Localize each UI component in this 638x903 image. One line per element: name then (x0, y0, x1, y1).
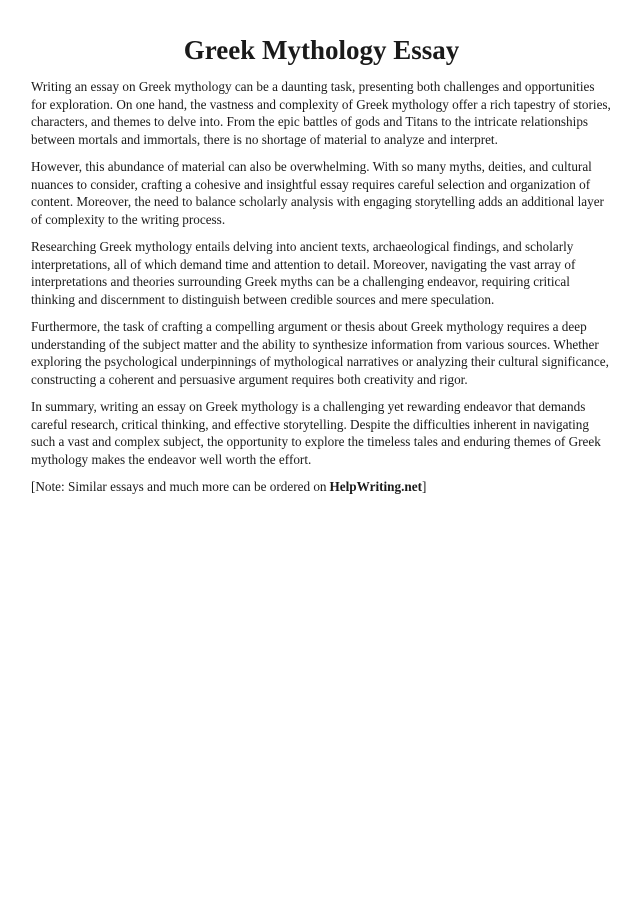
helpwriting-link[interactable]: HelpWriting.net (329, 479, 422, 494)
paragraph-research: Researching Greek mythology entails delving into ancient texts, archaeological findings, and scholarly interpretations, all of which demand time and attention to detail. Moreover, navigating the vast array of interpretations and theories surrounding Greek myths can be a challenging endeavor, requiring critical thinking and discernment to distinguish between credible sources and mere speculation. (31, 239, 576, 307)
note-prefix: [Note: Similar essays and much more can be ordered on (31, 479, 327, 494)
paragraph-summary: In summary, writing an essay on Greek mythology is a challenging yet rewarding endeavor that demands careful research, critical thinking, and effective storytelling. Despite the difficulties inherent in navigating such a vast and complex subject, the opportunity to explore the timeless tales and enduring themes of Greek mythology makes the endeavor well worth the effort. (31, 399, 601, 467)
paragraph-intro: Writing an essay on Greek mythology can be a daunting task, presenting both challenges and opportunities for exploration. On one hand, the vastness and complexity of Greek mythology offer a rich tapestry of stories, characters, and themes to delve into. From the epic battles of gods and Titans to the intricate relationships between mortals and immortals, there is no shortage of material to analyze and interpret. (31, 79, 611, 147)
note-suffix: ] (421, 479, 427, 494)
page-title: Greek Mythology Essay (183, 35, 460, 65)
ordering-note (31, 478, 612, 496)
paragraph-overwhelming: However, this abundance of material can also be overwhelming. With so many myths, deities, and cultural nuances to consider, crafting a cohesive and insightful essay requires careful selection and organization of content. Moreover, the need to balance scholarly analysis with engaging storytelling adds an additional layer of complexity to the writing process. (31, 159, 604, 227)
paragraph-argument: Furthermore, the task of crafting a compelling argument or thesis about Greek mythology requires a deep understanding of the subject matter and the ability to synthesize information from various sources. Whether exploring the psychological underpinnings of mythological narratives or analyzing their cultural significance, constructing a coherent and persuasive argument requires both creativity and rigor. (31, 319, 609, 387)
